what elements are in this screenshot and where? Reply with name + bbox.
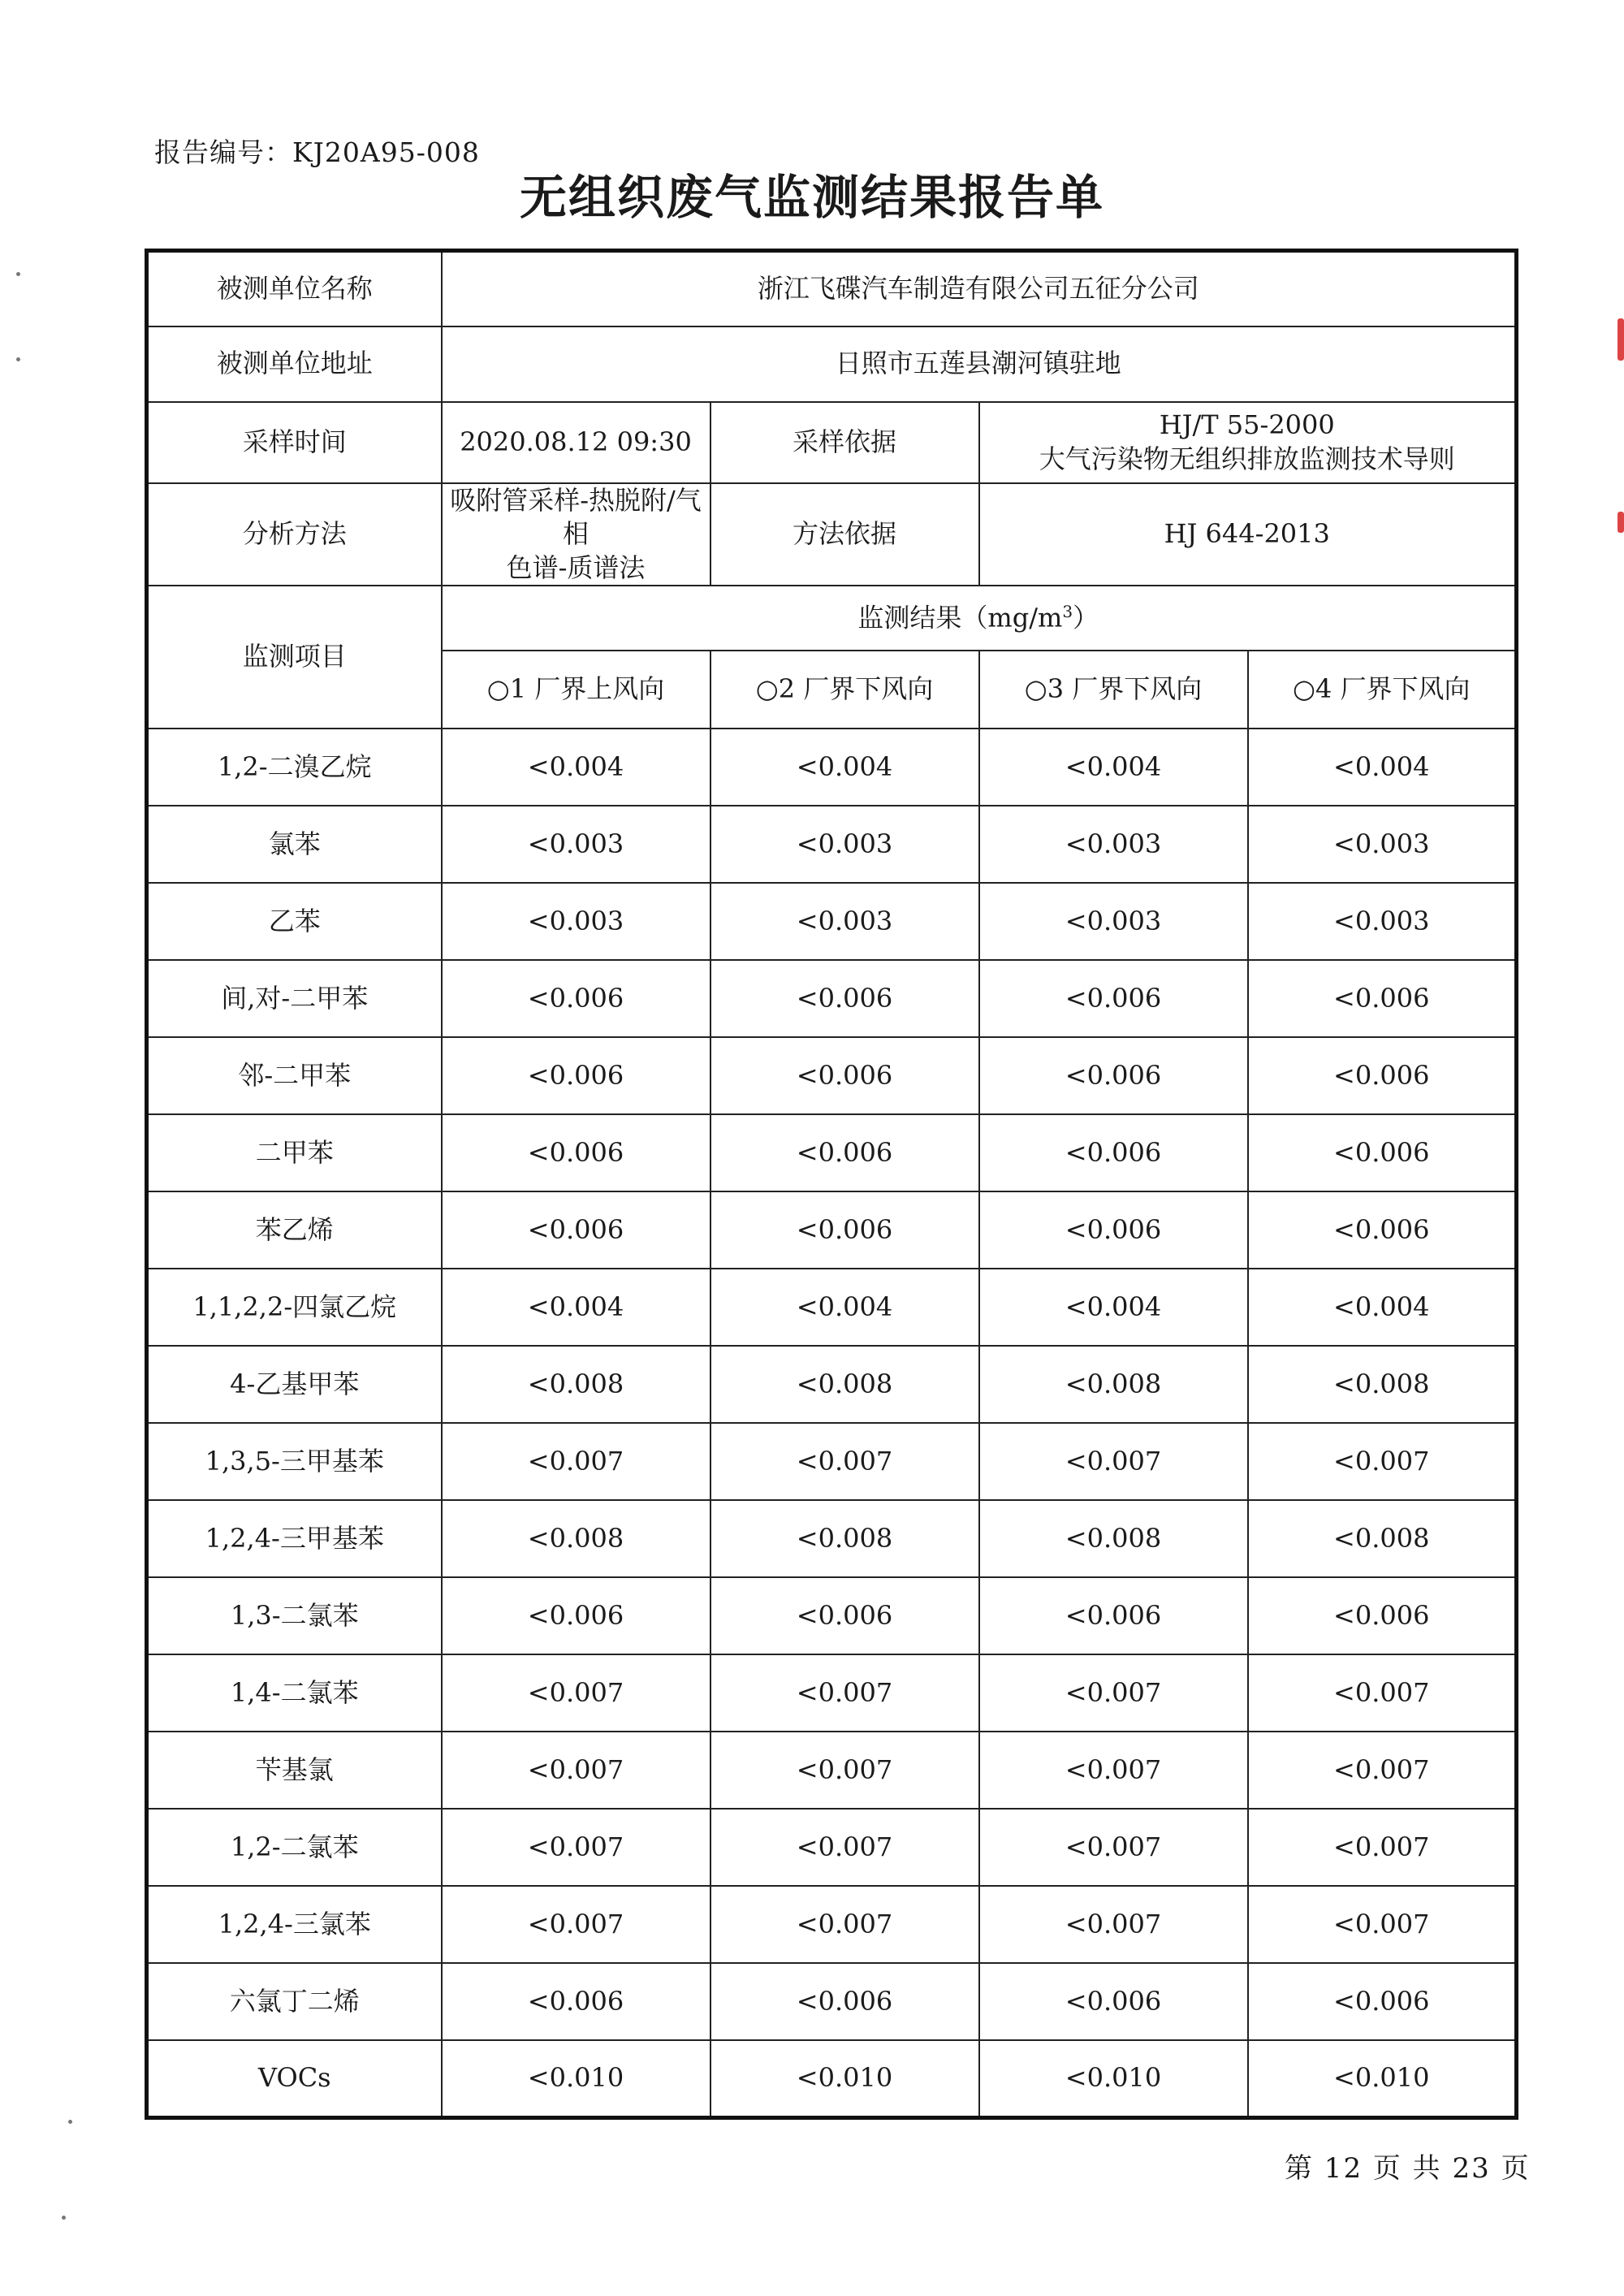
result-value-point-4: <0.003 [1248,883,1517,960]
result-value-point-3: <0.007 [979,1809,1248,1886]
result-value-point-1: <0.007 [442,1423,710,1500]
column-header-4: ○4 厂界下风向 [1248,651,1517,729]
result-value-point-1: <0.008 [442,1500,710,1577]
method-value [442,483,710,586]
result-value-point-1: <0.006 [442,1037,710,1114]
method-basis-label: 方法依据 [710,483,979,586]
result-value-point-3: <0.006 [979,1191,1248,1269]
result-value-point-4: <0.007 [1248,1809,1517,1886]
result-value-point-3: <0.003 [979,883,1248,960]
sample-time-label: 采样时间 [147,402,442,483]
result-value-point-3: <0.004 [979,1269,1248,1346]
unit-name-value: 浙江飞碟汽车制造有限公司五征分公司 [442,251,1517,326]
compound-name: 邻-二甲苯 [147,1037,442,1114]
result-value-point-1: <0.006 [442,960,710,1037]
result-value-point-3: <0.006 [979,1037,1248,1114]
result-value-point-1: <0.006 [442,1963,710,2040]
compound-name: 二甲苯 [147,1114,442,1191]
result-value-point-4: <0.006 [1248,1963,1517,2040]
table-row [147,806,1517,883]
table-row [147,1037,1517,1114]
result-value-point-4: <0.010 [1248,2040,1517,2117]
result-value-point-3: <0.007 [979,1732,1248,1809]
result-value-point-4: <0.003 [1248,806,1517,883]
method-label: 分析方法 [147,483,442,586]
unit-address-row [147,326,1517,402]
result-value-point-2: <0.006 [710,1114,979,1191]
result-value-point-3: <0.008 [979,1500,1248,1577]
result-value-point-4: <0.004 [1248,1269,1517,1346]
result-value-point-1: <0.010 [442,2040,710,2117]
result-value-point-4: <0.006 [1248,1577,1517,1654]
unit-address-value: 日照市五莲县潮河镇驻地 [442,326,1517,402]
result-value-point-3: <0.006 [979,960,1248,1037]
result-value-point-2: <0.007 [710,1654,979,1732]
report-number: 报告编号：KJ20A95-008 [154,136,480,168]
method-basis-value: HJ 644-2013 [979,483,1517,586]
result-value-point-4: <0.007 [1248,1732,1517,1809]
report-table [145,249,1518,2120]
result-value-point-1: <0.007 [442,1654,710,1732]
table-row [147,1346,1517,1423]
result-value-point-2: <0.008 [710,1500,979,1577]
result-value-point-4: <0.006 [1248,1037,1517,1114]
result-value-point-4: <0.007 [1248,1886,1517,1963]
compound-name: 1,4-二氯苯 [147,1654,442,1732]
result-value-point-4: <0.008 [1248,1346,1517,1423]
result-value-point-3: <0.010 [979,2040,1248,2117]
result-value-point-1: <0.007 [442,1809,710,1886]
unit-name-label: 被测单位名称 [147,251,442,326]
column-header-3: ○3 厂界下风向 [979,651,1248,729]
sample-time-value: 2020.08.12 09:30 [442,402,710,483]
table-row [147,729,1517,806]
compound-name: 1,3-二氯苯 [147,1577,442,1654]
results-label-close: ） [1073,602,1099,633]
scan-speck [62,2216,66,2220]
result-value-point-2: <0.007 [710,1886,979,1963]
red-edge-mark [1618,318,1624,361]
results-label: 监测结果（mg/m [857,602,1063,633]
compound-name: VOCs [147,2040,442,2117]
table-row [147,1191,1517,1269]
method-row [147,483,1517,586]
result-value-point-1: <0.004 [442,1269,710,1346]
table-row [147,1114,1517,1191]
result-value-point-2: <0.003 [710,883,979,960]
result-value-point-3: <0.006 [979,1963,1248,2040]
table-row [147,2040,1517,2117]
result-value-point-2: <0.007 [710,1809,979,1886]
red-edge-mark [1618,512,1624,533]
result-value-point-3: <0.007 [979,1886,1248,1963]
method-line-2: 色谱-质谱法 [506,551,646,583]
table-row [147,1423,1517,1500]
sample-basis-title: 大气污染物无组织排放监测技术导则 [1039,443,1455,474]
result-value-point-1: <0.003 [442,806,710,883]
table-row [147,883,1517,960]
compound-name: 六氯丁二烯 [147,1963,442,2040]
compound-name: 4-乙基甲苯 [147,1346,442,1423]
result-value-point-2: <0.007 [710,1732,979,1809]
compound-name: 1,2-二溴乙烷 [147,729,442,806]
page-title: 无组织废气监测结果报告单 [519,170,1104,225]
result-value-point-1: <0.006 [442,1577,710,1654]
compound-name: 1,2-二氯苯 [147,1809,442,1886]
method-line-1: 吸附管采样-热脱附/气相 [450,484,702,550]
result-value-point-1: <0.007 [442,1732,710,1809]
scan-speck [68,2120,72,2124]
table-row [147,1500,1517,1577]
unit-superscript: 3 [1062,602,1073,622]
result-value-point-4: <0.006 [1248,1114,1517,1191]
result-value-point-2: <0.006 [710,1963,979,2040]
item-header: 监测项目 [147,586,442,729]
result-value-point-4: <0.006 [1248,1191,1517,1269]
result-value-point-2: <0.008 [710,1346,979,1423]
result-value-point-4: <0.007 [1248,1654,1517,1732]
table-row [147,1577,1517,1654]
compound-name: 1,2,4-三甲基苯 [147,1500,442,1577]
result-value-point-2: <0.006 [710,1037,979,1114]
result-value-point-3: <0.004 [979,729,1248,806]
sample-basis-value [979,402,1517,483]
compound-name: 1,2,4-三氯苯 [147,1886,442,1963]
result-value-point-2: <0.003 [710,806,979,883]
results-header-row [147,586,1517,651]
result-value-point-3: <0.007 [979,1423,1248,1500]
result-value-point-2: <0.006 [710,960,979,1037]
compound-name: 乙苯 [147,883,442,960]
result-value-point-1: <0.006 [442,1191,710,1269]
column-header-1: ○1 厂界上风向 [442,651,710,729]
table-row [147,1886,1517,1963]
result-value-point-4: <0.007 [1248,1423,1517,1500]
result-value-point-3: <0.008 [979,1346,1248,1423]
result-value-point-3: <0.007 [979,1654,1248,1732]
compound-name: 1,3,5-三甲基苯 [147,1423,442,1500]
scan-speck [16,357,20,361]
result-value-point-1: <0.003 [442,883,710,960]
result-value-point-2: <0.004 [710,729,979,806]
sample-time-row [147,402,1517,483]
compound-name: 氯苯 [147,806,442,883]
table-row [147,1809,1517,1886]
result-value-point-4: <0.004 [1248,729,1517,806]
column-header-2: ○2 厂界下风向 [710,651,979,729]
result-value-point-4: <0.008 [1248,1500,1517,1577]
result-value-point-2: <0.007 [710,1423,979,1500]
sample-basis-label: 采样依据 [710,402,979,483]
sample-basis-standard: HJ/T 55-2000 [1159,409,1335,440]
unit-name-row [147,251,1517,326]
table-row [147,960,1517,1037]
results-header [442,586,1517,651]
result-value-point-1: <0.008 [442,1346,710,1423]
compound-name: 间,对-二甲苯 [147,960,442,1037]
result-value-point-2: <0.004 [710,1269,979,1346]
compound-name: 苯乙烯 [147,1191,442,1269]
result-value-point-3: <0.003 [979,806,1248,883]
scan-speck [16,272,20,276]
result-value-point-1: <0.004 [442,729,710,806]
compound-name: 苄基氯 [147,1732,442,1809]
result-value-point-1: <0.006 [442,1114,710,1191]
result-value-point-3: <0.006 [979,1577,1248,1654]
result-value-point-3: <0.006 [979,1114,1248,1191]
result-value-point-4: <0.006 [1248,960,1517,1037]
unit-address-label: 被测单位地址 [147,326,442,402]
page-number: 第 12 页 共 23 页 [1285,2152,1531,2185]
result-value-point-2: <0.006 [710,1577,979,1654]
result-value-point-1: <0.007 [442,1886,710,1963]
result-value-point-2: <0.010 [710,2040,979,2117]
result-value-point-2: <0.006 [710,1191,979,1269]
table-row [147,1732,1517,1809]
compound-name: 1,1,2,2-四氯乙烷 [147,1269,442,1346]
table-row [147,1963,1517,2040]
table-row [147,1269,1517,1346]
table-row [147,1654,1517,1732]
